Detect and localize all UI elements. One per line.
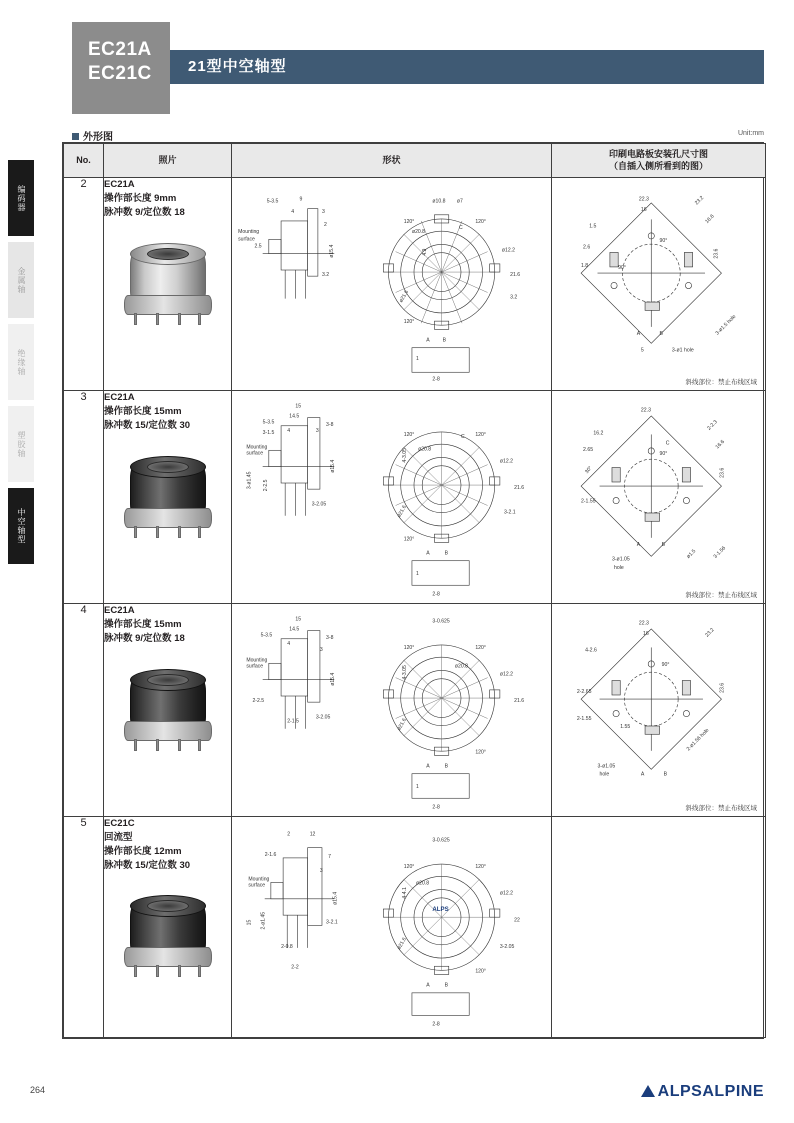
header-photo: 照片 [104,144,232,178]
svg-text:3: 3 [319,868,323,875]
row-photo-cell [104,604,232,817]
row-pcb-drawing [552,604,766,817]
svg-text:2.5: 2.5 [254,243,262,250]
svg-text:14.5: 14.5 [289,626,300,633]
svg-text:1: 1 [416,571,419,578]
row-number: 5 [64,817,104,1038]
table-header-row [64,144,766,178]
row-model-spec [104,178,231,219]
svg-text:2-1.6: 2-1.6 [264,852,277,859]
side-tab-insulated-shaft[interactable]: 绝缘轴 [8,324,34,400]
row-model-spec [104,817,231,872]
svg-text:120°: 120° [475,749,486,756]
svg-text:ø21.6: ø21.6 [398,289,410,305]
svg-text:2-1.55: 2-1.55 [576,716,592,723]
row-shape-drawing [232,604,552,817]
row-spec-1: 操作部长度 9mm [104,193,177,205]
table-row [64,178,766,391]
svg-text:9: 9 [299,196,303,203]
svg-text:2-8: 2-8 [432,804,440,811]
svg-text:A: A [636,542,641,549]
row-model-spec [104,604,231,645]
row-model: EC21A [104,392,135,404]
svg-text:ø7: ø7 [456,198,463,205]
row-number: 2 [64,178,104,391]
svg-text:3-1.5: 3-1.5 [262,430,275,437]
svg-text:1: 1 [416,356,419,363]
svg-text:120°: 120° [475,432,486,439]
svg-text:23.2: 23.2 [693,195,706,207]
svg-text:ø12.2: ø12.2 [499,458,513,465]
svg-text:22.3: 22.3 [640,408,651,415]
svg-text:A: A [426,337,430,344]
brand-primary: ALPS [657,1083,703,1100]
svg-text:4-2.6: 4-2.6 [585,647,597,654]
svg-text:22.3: 22.3 [638,620,649,627]
svg-text:B: B [444,550,449,557]
svg-text:15: 15 [295,403,302,410]
side-tab-group [8,160,34,570]
svg-text:Mounting: Mounting [246,657,268,664]
side-tab-hollow-shaft[interactable]: 中空轴型 [8,488,34,564]
svg-text:3-ø1.45: 3-ø1.45 [246,471,253,490]
svg-text:2-2.5: 2-2.5 [252,698,265,705]
svg-text:ø21.6: ø21.6 [396,936,408,952]
side-tab-plastic-shaft[interactable]: 塑胶轴 [8,406,34,482]
pcb-note: 斜线部位：禁止布线区域 [685,805,757,813]
row-photo-cell [104,178,232,391]
svg-text:3-2.05: 3-2.05 [499,944,515,951]
svg-text:1.55: 1.55 [620,724,631,731]
svg-text:16: 16 [642,631,649,638]
svg-text:5-3.5: 5-3.5 [262,420,275,427]
svg-text:3-ø1.5 hole: 3-ø1.5 hole [714,314,738,337]
svg-text:2-ø1.45: 2-ø1.45 [260,912,267,930]
svg-text:120°: 120° [403,864,415,871]
row-spec-1: 回流型 [104,832,133,843]
svg-text:ø12.2: ø12.2 [501,247,515,254]
svg-text:3-ø1.05: 3-ø1.05 [611,556,630,563]
svg-text:B: B [442,337,447,344]
svg-text:Mounting: Mounting [238,229,260,236]
svg-text:3-2.05: 3-2.05 [311,501,327,508]
svg-text:2-2.3: 2-2.3 [706,419,719,433]
svg-text:12: 12 [309,831,316,838]
header-title-bar: 21型中空轴型 [170,50,764,84]
product-code-line2: EC21C [88,63,152,85]
svg-text:ø15.4: ø15.4 [329,245,336,259]
svg-text:Mounting: Mounting [248,876,270,883]
row-number: 3 [64,391,104,604]
svg-text:C: C [458,225,463,232]
svg-text:ø21.6: ø21.6 [396,504,408,520]
svg-text:2-2.5: 2-2.5 [262,479,269,492]
svg-text:A: A [426,763,430,770]
row-shape-drawing [232,817,552,1038]
table-row [64,391,766,604]
pcb-note: 斜线部位：禁止布线区域 [685,592,757,600]
table-row [64,817,766,1038]
svg-text:120°: 120° [475,645,486,652]
svg-text:3.2: 3.2 [321,272,330,279]
row-pcb-drawing [552,817,766,1038]
svg-text:C: C [461,434,465,441]
svg-text:B: B [663,771,668,778]
svg-text:14.5: 14.5 [289,413,300,420]
svg-text:2-2.65: 2-2.65 [576,689,592,696]
shape-drawing-svg [232,604,551,814]
svg-text:3-ø1.05: 3-ø1.05 [597,763,616,770]
product-photo [104,878,231,996]
svg-text:23.6: 23.6 [719,468,726,479]
svg-text:ø20.8: ø20.8 [418,446,432,453]
pcb-drawing-svg [552,391,765,603]
svg-text:ø12.2: ø12.2 [499,671,513,678]
row-pcb-drawing [552,391,766,604]
svg-text:ø21.6: ø21.6 [396,717,408,733]
product-photo [104,652,231,770]
svg-text:2: 2 [324,222,327,229]
svg-text:B: B [659,331,663,338]
svg-text:2-1.5: 2-1.5 [287,718,299,725]
pcb-drawing-svg [552,604,765,816]
header-pcb-line1: 印刷电路板安装孔尺寸图 [608,149,708,159]
svg-text:3-2.05: 3-2.05 [315,714,331,721]
svg-text:A: A [636,331,641,338]
svg-text:B: B [661,542,666,549]
side-tab-encoder[interactable]: 编码器 [8,160,34,236]
svg-text:2-8: 2-8 [432,376,440,383]
svg-text:2.65: 2.65 [583,447,594,454]
svg-text:5: 5 [640,348,644,355]
header-pcb-line2: （自插入侧所看到的图） [608,160,708,171]
row-spec-2: 操作部长度 12mm [104,845,182,857]
page-number: 264 [30,1085,46,1095]
svg-text:3-ø1 hole: 3-ø1 hole [671,348,694,355]
svg-text:3-2.1: 3-2.1 [503,510,516,517]
row-spec-1: 操作部长度 15mm [104,619,182,631]
svg-text:hole: hole [614,565,624,572]
svg-text:3-1.56: 3-1.56 [712,545,728,561]
svg-text:4: 4 [287,641,291,648]
svg-text:surface: surface [246,450,264,457]
brand-triangle-icon [641,1085,655,1097]
header-shape: 形状 [232,144,552,178]
svg-text:5-3.5: 5-3.5 [260,632,273,639]
svg-text:ALPS: ALPS [432,906,449,914]
svg-text:90°: 90° [661,662,670,669]
svg-text:ø20.8: ø20.8 [454,663,468,670]
row-number: 4 [64,604,104,817]
svg-text:2-8: 2-8 [432,1021,440,1028]
svg-text:120°: 120° [403,432,415,439]
svg-text:16: 16 [640,207,647,214]
row-spec-2: 脉冲数 9/定位数 18 [104,632,185,644]
svg-text:ø15.4: ø15.4 [330,672,337,687]
svg-text:4-3.05: 4-3.05 [401,665,408,680]
row-photo-cell [104,817,232,1038]
bullet-square-icon [72,133,79,140]
row-spec-3: 脉冲数 15/定位数 30 [104,859,191,871]
svg-text:B: B [444,763,449,770]
svg-text:4-4.1: 4-4.1 [401,887,408,900]
row-shape-drawing [232,391,552,604]
svg-text:3: 3 [315,428,319,435]
svg-text:2-8: 2-8 [432,591,440,598]
pcb-drawing-svg [552,178,765,390]
table-row [64,604,766,817]
svg-text:21.6: 21.6 [514,698,525,705]
brand-logo [641,1083,764,1101]
svg-text:120°: 120° [403,219,415,226]
svg-text:ø20.8: ø20.8 [416,880,430,887]
svg-text:A: A [426,982,430,989]
svg-text:1: 1 [416,784,419,791]
svg-text:surface: surface [246,663,264,670]
pcb-note: 斜线部位：禁止布线区域 [685,379,757,387]
svg-text:23.6: 23.6 [719,683,726,694]
shape-drawing-svg [232,391,551,601]
brand-secondary: ALPINE [702,1083,764,1100]
section-title-text: 外形图 [83,132,113,143]
row-model: EC21C [104,818,135,830]
svg-text:3-0.625: 3-0.625 [432,837,450,844]
svg-text:16.6: 16.6 [704,213,716,226]
product-photo [104,439,231,557]
product-code-box [72,22,170,114]
header-pcb [552,144,766,178]
svg-text:21.6: 21.6 [514,485,525,492]
page-header [72,22,764,94]
svg-text:B: B [444,982,449,989]
svg-text:3: 3 [321,209,325,216]
svg-text:22: 22 [514,917,520,924]
svg-text:120°: 120° [475,864,486,871]
svg-text:3-2.1: 3-2.1 [326,919,338,926]
row-spec-2: 脉冲数 15/定位数 30 [104,419,191,431]
svg-text:ø15.4: ø15.4 [332,892,339,906]
svg-text:ø1.5: ø1.5 [685,548,698,561]
svg-text:C: C [665,441,670,448]
row-pcb-drawing [552,178,766,391]
svg-text:surface: surface [248,882,266,889]
svg-text:ø12.2: ø12.2 [499,890,513,897]
svg-text:21.6: 21.6 [510,272,521,279]
svg-text:23.2: 23.2 [704,627,716,639]
svg-text:90°: 90° [659,451,668,458]
product-code-line1: EC21A [88,39,152,60]
svg-text:4: 4 [291,209,295,216]
svg-text:22.3: 22.3 [638,197,649,204]
svg-text:A: A [640,771,645,778]
svg-text:120°: 120° [403,645,415,652]
svg-text:5-3.5: 5-3.5 [266,198,279,205]
shape-drawing-svg [232,817,551,1037]
row-model: EC21A [104,179,135,191]
svg-text:2-1.55: 2-1.55 [580,498,596,505]
svg-text:4: 4 [287,428,291,435]
row-spec-1: 操作部长度 15mm [104,406,182,418]
header-no: No. [64,144,104,178]
svg-text:A: A [426,550,430,557]
svg-text:3-8: 3-8 [326,422,334,429]
svg-text:7: 7 [328,854,331,861]
svg-text:4.9: 4.9 [422,248,429,257]
dimension-table [62,142,764,1039]
section-title [72,128,113,143]
svg-text:16.6: 16.6 [714,439,726,451]
svg-text:Mounting: Mounting [246,444,268,451]
svg-text:120°: 120° [475,968,486,975]
svg-text:120°: 120° [475,219,486,226]
svg-text:1.8: 1.8 [580,263,589,270]
svg-text:90°: 90° [659,238,668,245]
svg-text:1.5: 1.5 [589,224,597,231]
row-model-spec [104,391,231,432]
svg-text:30°: 30° [584,465,594,476]
svg-text:15: 15 [295,616,302,623]
row-shape-drawing [232,178,552,391]
svg-text:120°: 120° [403,319,415,326]
svg-text:2-ø1.56 hole: 2-ø1.56 hole [685,727,711,753]
svg-text:23.6: 23.6 [713,248,720,260]
side-tab-metal-shaft[interactable]: 金属轴 [8,242,34,318]
svg-text:90°: 90° [618,265,626,272]
unit-label: Unit:mm [737,130,764,137]
svg-text:2.6: 2.6 [583,244,591,251]
svg-text:3-8: 3-8 [326,635,334,642]
svg-text:ø15.4: ø15.4 [330,460,337,474]
svg-text:ø10.8: ø10.8 [432,198,446,205]
svg-text:3-0.625: 3-0.625 [432,618,450,625]
svg-text:3: 3 [319,647,323,654]
svg-text:4-3.05: 4-3.05 [401,448,408,463]
svg-text:2-0.8: 2-0.8 [281,944,293,951]
svg-text:16.2: 16.2 [593,430,604,437]
shape-drawing-svg [232,178,551,388]
row-spec-2: 脉冲数 9/定位数 18 [104,206,185,218]
row-photo-cell [104,391,232,604]
svg-text:2: 2 [287,831,291,838]
product-photo [104,226,231,344]
svg-text:15: 15 [246,919,253,926]
svg-text:120°: 120° [403,536,415,543]
svg-text:surface: surface [238,236,255,243]
svg-text:3.2: 3.2 [510,295,518,302]
svg-text:ø20.8: ø20.8 [411,229,426,236]
svg-text:hole: hole [599,771,610,778]
row-model: EC21A [104,605,135,617]
svg-text:2-2: 2-2 [291,964,299,971]
